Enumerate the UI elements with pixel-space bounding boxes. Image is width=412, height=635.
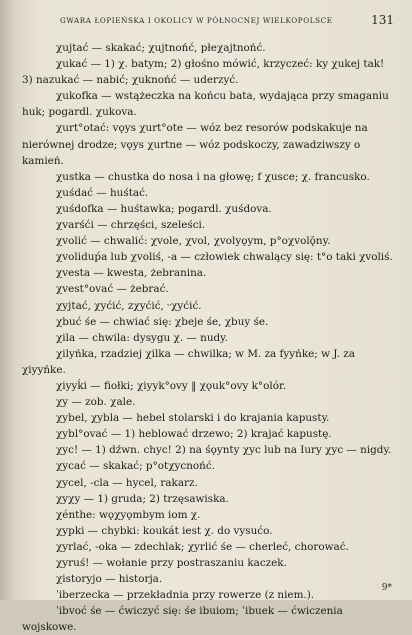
dictionary-entry: χila — chwila: dysygu χ. — nudy. — [56, 331, 228, 344]
dictionary-entry: χypki — chybki: koukát iest χ. do vysućo. — [56, 524, 273, 537]
dictionary-entry: χycel, -cla — hycel, rakarz. — [56, 476, 198, 489]
dictionary-entry: χybl°ovać — 1) heblować drzewo; 2) krajać kapustę. — [56, 428, 332, 441]
dictionary-entry: χyχy — 1) gruda; 2) trzęsawiska. — [56, 492, 229, 505]
dictionary-entry: χyc! — 1) dźwn. chyc! 2) na śǫynty χyc lub na Iury χyc — nigdy. — [56, 444, 392, 457]
dictionary-entry: χuśdofka — huśtawka; pogardl. χuśdova. — [56, 202, 272, 215]
dictionary-entry: χuśdać — huśtać. — [56, 186, 149, 199]
dictionary-entry: χujtać — skakać; χujtnońć, płeχajtnońć. — [56, 42, 266, 54]
dictionary-entry: ˈibvoć śe — ćwiczyć się: śe ibuiom; ˈibuek — ćwiczenia wojskowe. — [22, 605, 343, 634]
dictionary-body — [22, 40, 394, 635]
page-gutter-shadow — [0, 0, 16, 600]
dictionary-entry: χybel, χybla — hebel stolarski i do krajania kapusty. — [56, 412, 330, 425]
dictionary-entry: χistoryjo — historja. — [56, 573, 163, 586]
dictionary-entry: χvolić — chwalić: χvole, χvol, χvolyǫym, p°oχvolǭny. — [56, 235, 331, 248]
dictionary-entry: χiyyḱi — fiołki; χiyyk°ovy ‖ χǫuk°ovy k°olór. — [56, 379, 287, 392]
dictionary-entry: χycać — skakać; p°otχycnońć. — [56, 460, 215, 473]
dictionary-entry: χvesta — kwesta, żebranina. — [56, 267, 207, 280]
dictionary-entry: χvarśći — chrzęści, szeleści. — [56, 219, 206, 232]
page-header — [60, 13, 394, 29]
dictionary-entry: χukać — 1) χ. batym; 2) głośno mówić, krzyczeć: ky χukej tak! 3) nazukać — nabić; χuknońć — uderzyć. — [22, 58, 385, 87]
dictionary-entry: χilyńka, rzadziej χilka — chwilka; w M. za fyyńke; w J. za χiyyńke. — [22, 347, 355, 376]
dictionary-entry: χurt°otać: vǫys χurt°ote — wóz bez resorów podskakuje na nierównej drodze; vǫys χurtne — wóz podskoczy, zawadziwszy o kamień. — [22, 122, 368, 167]
dictionary-entry: χy — zob. χale. — [56, 396, 136, 409]
page-number: 131 — [371, 13, 394, 27]
dictionary-entry: χyrlać, -oka — zdechlak; χyrlić śe — cherleć, chorować. — [56, 540, 349, 553]
dictionary-entry: χukofka — wstążeczka na końcu bata, wydająca przy smaganiu huk; pogardl. χukova. — [22, 90, 389, 119]
dictionary-entry: χyruś! — wołanie przy postraszaniu kaczek. — [56, 557, 287, 569]
signature-mark: 9* — [381, 583, 392, 593]
dictionary-entry: χvest°ovać — żebrać. — [56, 283, 169, 296]
dictionary-entry: χénthe: wǫχyǫmbym iom χ. — [56, 508, 201, 521]
dictionary-entry: χustka — chustka do nosa i na głowę; f χusce; χ. francusko. — [56, 170, 370, 183]
dictionary-entry: χvoliduṕa lub χvoliś, -a — człowiek chwalący się: t°o taki χvoliś. — [56, 251, 393, 264]
dictionary-entry: χyjtać, χyćić, zχyćić, ᵕχyćić. — [56, 299, 202, 312]
running-head: GWARA ŁOPIEŃSKA I OKOLICY W PÓŁNOCNEJ WIELKOPOLSCE — [60, 16, 333, 25]
dictionary-entry: χbuć śe — chwiać się: χbeje śe, χbuy śe. — [56, 315, 269, 328]
dictionary-entry: ˈiberzecka — przekładnia przy rowerze (z niem.). — [56, 589, 315, 602]
